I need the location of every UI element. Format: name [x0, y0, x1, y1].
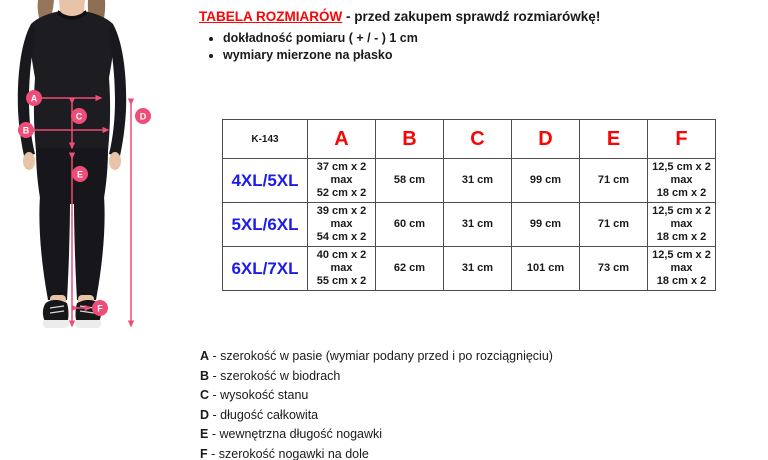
- table-row: [223, 159, 716, 203]
- legend-text: - szerokość w pasie (wymiar podany przed i po rozciągnięciu): [212, 349, 553, 363]
- bullet-measurement-accuracy: • dokładność pomiaru ( + / - ) 1 cm: [223, 30, 759, 47]
- legend-item-E: [200, 425, 553, 445]
- measure-badge-F: [92, 300, 108, 316]
- page-title-subtitle: - przed zakupem sprawdź rozmiarówkę!: [346, 9, 601, 24]
- column-header-D: D: [512, 120, 580, 159]
- sweater-arm-right: [108, 24, 126, 156]
- value-cell-C: 31 cm: [444, 247, 512, 291]
- value-cell-B: 60 cm: [376, 203, 444, 247]
- legend-text: - szerokość nogawki na dole: [211, 446, 369, 460]
- legend-item-A: [200, 347, 553, 367]
- measure-badge-E: [72, 166, 88, 182]
- bullet-measured-flat: • wymiary mierzone na płasko: [223, 47, 759, 64]
- size-label-cell: 6XL/7XL: [223, 247, 308, 291]
- legend-text: - wysokość stanu: [212, 388, 309, 402]
- value-cell-F: 12,5 cm x 2 max 18 cm x 2: [648, 247, 716, 291]
- legend-item-D: [200, 406, 553, 426]
- page-title-main: TABELA ROZMIARÓW: [199, 9, 343, 24]
- measure-badge-B: [18, 122, 34, 138]
- size-label-cell: 5XL/6XL: [223, 203, 308, 247]
- size-chart-table: [222, 119, 716, 291]
- value-cell-E: 71 cm: [580, 159, 648, 203]
- measure-badge-A-label: A: [30, 93, 38, 104]
- sneaker-left-sole: [43, 320, 69, 328]
- column-header-A: A: [308, 120, 376, 159]
- table-header-row: [223, 120, 716, 159]
- leggings-leg-right: [74, 196, 105, 300]
- value-cell-E: 73 cm: [580, 247, 648, 291]
- column-header-B: B: [376, 120, 444, 159]
- hand-right: [109, 152, 121, 170]
- column-header-C: C: [444, 120, 512, 159]
- value-cell-B: 58 cm: [376, 159, 444, 203]
- legend-item-B: [200, 367, 553, 387]
- legend-letter: A: [200, 349, 210, 363]
- value-cell-C: 31 cm: [444, 203, 512, 247]
- measure-badge-B-label: B: [22, 125, 30, 136]
- header-bullet-list: [199, 30, 759, 64]
- measure-badge-D: [135, 108, 151, 124]
- measure-badge-E-label: E: [76, 169, 84, 180]
- measure-badge-D-label: D: [139, 111, 147, 122]
- model-photo: [0, 0, 195, 345]
- size-label-cell: 4XL/5XL: [223, 159, 308, 203]
- legend-item-C: [200, 386, 553, 406]
- sneaker-right-sole: [75, 320, 101, 328]
- legend-letter: F: [200, 446, 208, 460]
- leggings-leg-left: [39, 196, 70, 300]
- value-cell-E: 71 cm: [580, 203, 648, 247]
- value-cell-A: 37 cm x 2 max 52 cm x 2: [308, 159, 376, 203]
- measure-badge-A: [26, 90, 42, 106]
- value-cell-A: 39 cm x 2 max 54 cm x 2: [308, 203, 376, 247]
- value-cell-F: 12,5 cm x 2 max 18 cm x 2: [648, 203, 716, 247]
- measure-badge-F-label: F: [97, 303, 103, 314]
- legend-letter: D: [200, 407, 210, 422]
- hand-left: [23, 152, 35, 170]
- value-cell-C: 31 cm: [444, 159, 512, 203]
- column-header-F: F: [648, 120, 716, 159]
- value-cell-D: 99 cm: [512, 159, 580, 203]
- page-title: [199, 8, 759, 25]
- value-cell-D: 101 cm: [512, 247, 580, 291]
- measure-badge-C-label: C: [75, 111, 83, 122]
- legend-letter: E: [200, 427, 209, 441]
- legend-text: - długość całkowita: [212, 407, 319, 422]
- model-figure-illustration: [0, 0, 195, 345]
- value-cell-F: 12,5 cm x 2 max 18 cm x 2: [648, 159, 716, 203]
- legend-text: - wewnętrzna długość nogawki: [211, 427, 383, 441]
- legend-letter: B: [200, 368, 210, 383]
- legend-text: - szerokość w biodrach: [212, 368, 341, 383]
- legend-item-F: [200, 445, 553, 460]
- value-cell-D: 99 cm: [512, 203, 580, 247]
- table-row: [223, 247, 716, 291]
- legend-letter: C: [200, 388, 210, 402]
- column-header-E: E: [580, 120, 648, 159]
- value-cell-A: 40 cm x 2 max 55 cm x 2: [308, 247, 376, 291]
- measure-badge-C: [71, 108, 87, 124]
- value-cell-B: 62 cm: [376, 247, 444, 291]
- table-row: [223, 203, 716, 247]
- model-code-cell: K-143: [223, 120, 308, 159]
- header-block: [199, 8, 759, 64]
- measurement-legend: [200, 347, 553, 460]
